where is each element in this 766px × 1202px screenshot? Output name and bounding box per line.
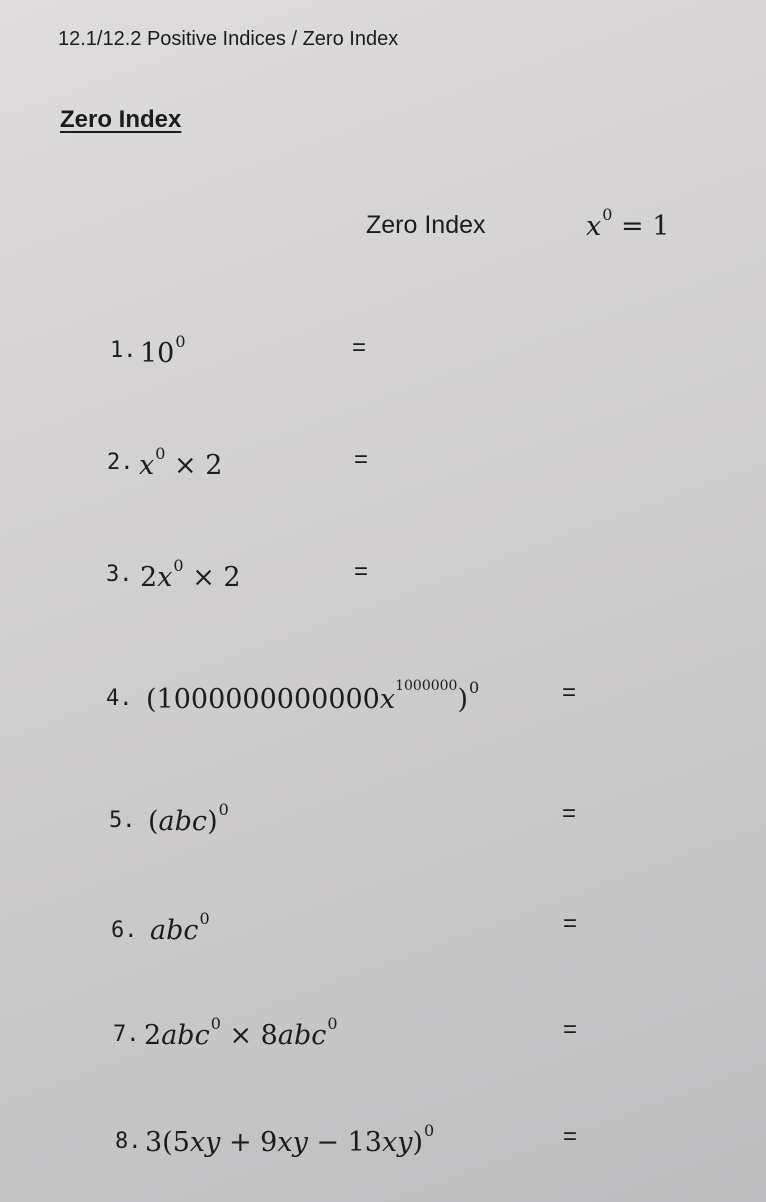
question-6-term: abc <box>150 915 199 946</box>
question-8-expression <box>145 1121 434 1158</box>
question-5-term: 0 <box>218 800 229 819</box>
question-3-term: x <box>157 562 173 593</box>
question-1-number: 1. <box>110 338 137 363</box>
question-7-term: abc <box>161 1020 210 1051</box>
question-7-term: 0 <box>210 1014 221 1033</box>
question-4-term: x <box>379 684 396 715</box>
question-3-number: 3. <box>106 562 133 587</box>
question-3-answer-blank: = <box>354 558 369 585</box>
question-2-expression <box>139 444 222 481</box>
worksheet-header: 12.1/12.2 Positive Indices / Zero Index <box>58 28 399 50</box>
question-7-term: 2 <box>144 1020 162 1051</box>
question-6-expression <box>150 909 210 946</box>
question-5-term: abc <box>158 806 208 837</box>
question-7-answer-blank: = <box>563 1016 578 1043</box>
question-7-term: 0 <box>327 1014 338 1033</box>
question-4-term: 1000000 <box>395 678 458 694</box>
question-8-term: ) <box>412 1127 424 1158</box>
question-6-term: 0 <box>199 909 210 928</box>
question-8-term: 3(5 <box>145 1127 190 1158</box>
question-8-number: 8. <box>115 1129 142 1154</box>
definition-label: Zero Index <box>366 211 486 239</box>
definition-rhs: = 1 <box>621 211 670 242</box>
question-5-expression <box>148 800 229 837</box>
question-7-term: × 8 <box>220 1020 278 1051</box>
question-1-expression <box>140 332 186 369</box>
question-4-term: 0 <box>469 678 480 697</box>
question-3-term: 0 <box>173 556 184 575</box>
question-5-number: 5. <box>109 808 136 833</box>
question-1-term: 10 <box>140 338 175 369</box>
question-6-answer-blank: = <box>563 910 578 937</box>
definition-base: x <box>586 211 602 242</box>
section-title: Zero Index <box>60 106 182 133</box>
question-5-answer-blank: = <box>562 800 577 827</box>
question-2-number: 2. <box>107 450 134 475</box>
question-8-term: xy <box>277 1127 308 1158</box>
question-6-number: 6. <box>111 918 138 943</box>
question-3-term: × 2 <box>183 562 241 593</box>
question-8-term: xy <box>189 1127 221 1158</box>
question-8-answer-blank: = <box>563 1123 578 1150</box>
question-8-term: − 13 <box>307 1127 382 1158</box>
question-5-term: ( <box>148 806 159 837</box>
definition-exponent: 0 <box>602 205 613 224</box>
question-4-expression <box>146 678 479 715</box>
question-2-term: 0 <box>155 444 166 463</box>
definition-formula <box>586 205 669 242</box>
question-4-term: ) <box>457 684 468 715</box>
question-4-answer-blank: = <box>562 679 577 706</box>
question-5-term: ) <box>207 806 218 837</box>
question-7-number: 7. <box>113 1022 140 1047</box>
question-2-answer-blank: = <box>354 446 369 473</box>
question-7-term: abc <box>277 1020 327 1051</box>
question-1-answer-blank: = <box>352 334 367 361</box>
question-3-term: 2 <box>140 562 158 593</box>
question-2-term: x <box>139 450 155 481</box>
question-1-term: 0 <box>175 332 186 351</box>
question-4-number: 4. <box>106 686 133 711</box>
question-7-expression <box>144 1014 338 1051</box>
question-3-expression <box>140 556 241 593</box>
question-4-term: (1000000000000 <box>146 684 380 715</box>
question-8-term: 0 <box>424 1121 435 1140</box>
question-2-term: × 2 <box>165 450 223 481</box>
question-8-term: + 9 <box>220 1127 278 1158</box>
question-8-term: xy <box>381 1127 413 1158</box>
